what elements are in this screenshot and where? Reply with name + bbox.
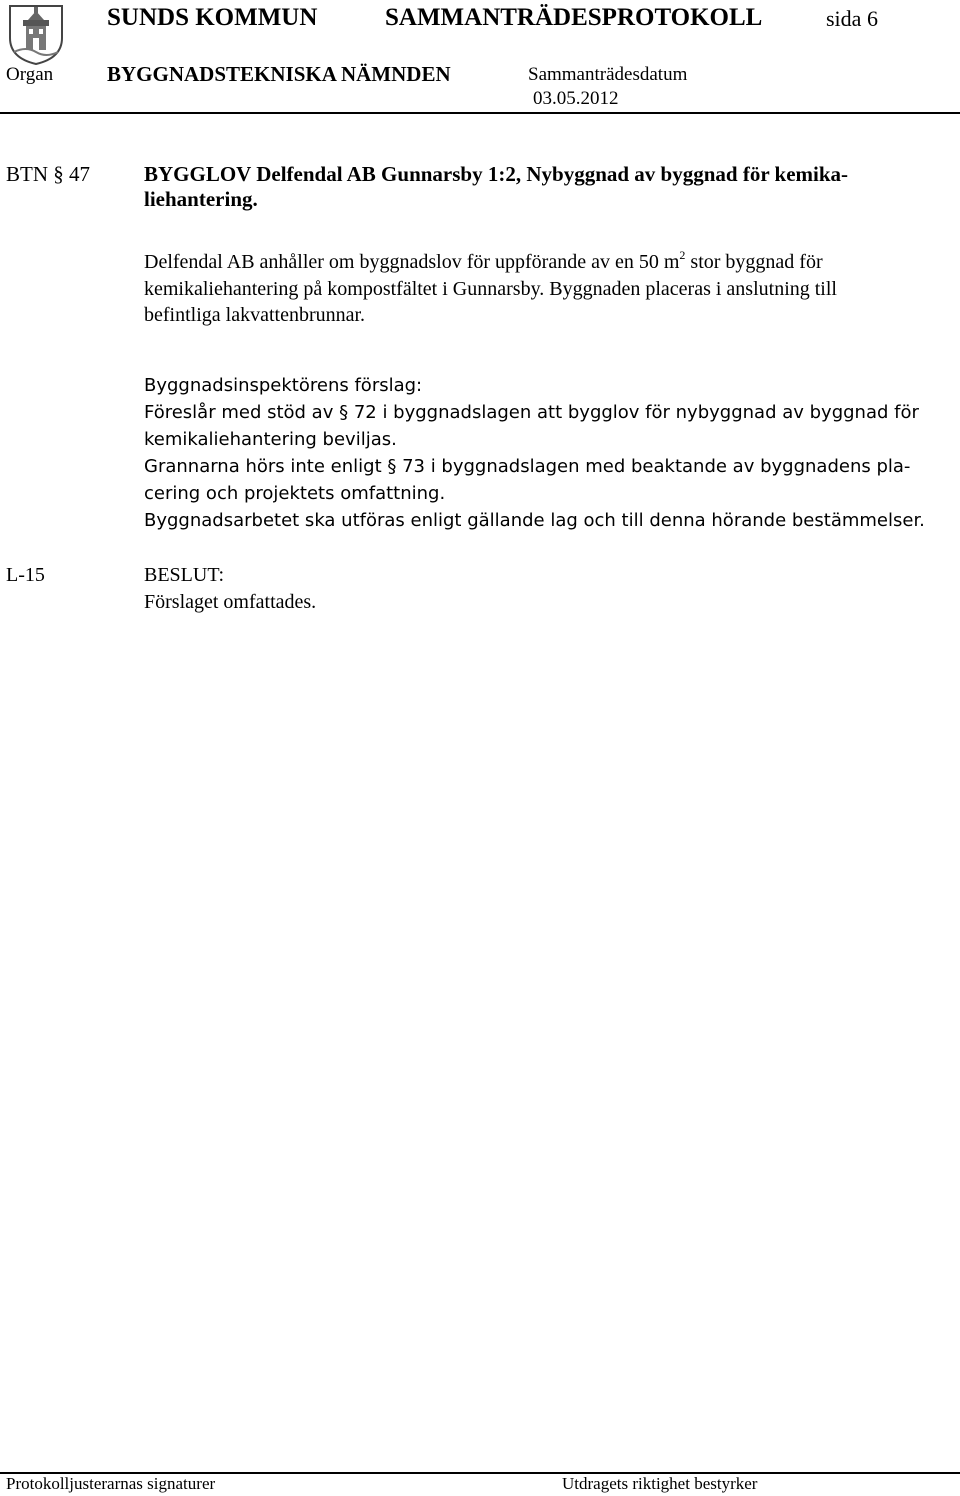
description-line-1: Delfendal AB anhåller om byggnadslov för uppförande av en 50 $m^2$ stor byggnad för [144,248,823,273]
meeting-date: 03.05.2012 [533,88,619,109]
organ-label: Organ [6,64,54,85]
coat-of-arms-logo [6,2,66,66]
proposal-heading: Byggnadsinspektörens förslag: [144,375,423,396]
decision-heading: BESLUT: [144,564,225,586]
item-reference: BTN § 47 [6,162,90,186]
document-type: SAMMANTRÄDESPROTOKOLL [385,4,763,31]
description-line-2: kemikaliehantering på kompostfältet i Gunnarsby. Byggnaden placeras i anslutning till [144,278,837,300]
municipality-name: SUNDS KOMMUN [107,4,318,31]
proposal-line-5: Byggnadsarbetet ska utföras enligt gällande lag och till denna hörande bestämmelser. [144,510,925,531]
meeting-date-label: Sammanträdesdatum [528,64,688,85]
footer-signatures-label: Protokolljusterarnas signaturer [6,1474,216,1493]
description-line-3: befintliga lakvattenbrunnar. [144,304,366,326]
header-divider [0,112,960,114]
decision-text: Förslaget omfattades. [144,591,317,613]
footer-certification-label: Utdragets riktighet bestyrker [562,1474,758,1493]
item-title-line-2: liehantering. [144,187,258,211]
proposal-line-4: cering och projektets omfattning. [144,483,446,504]
decision-reference: L-15 [6,564,45,586]
page-number: sida 6 [826,6,878,31]
item-title-line-1: BYGGLOV Delfendal AB Gunnarsby 1:2, Nybyggnad av byggnad för kemika- [144,162,849,186]
proposal-line-2: kemikaliehantering beviljas. [144,429,397,450]
proposal-line-1: Föreslår med stöd av § 72 i byggnadslagen att bygglov för nybyggnad av byggnad för [144,402,919,423]
proposal-line-3: Grannarna hörs inte enligt § 73 i byggnadslagen med beaktande av byggnadens pla- [144,456,911,477]
superscript: 2 [679,248,686,262]
organ-name: BYGGNADSTEKNISKA NÄMNDEN [107,62,451,86]
